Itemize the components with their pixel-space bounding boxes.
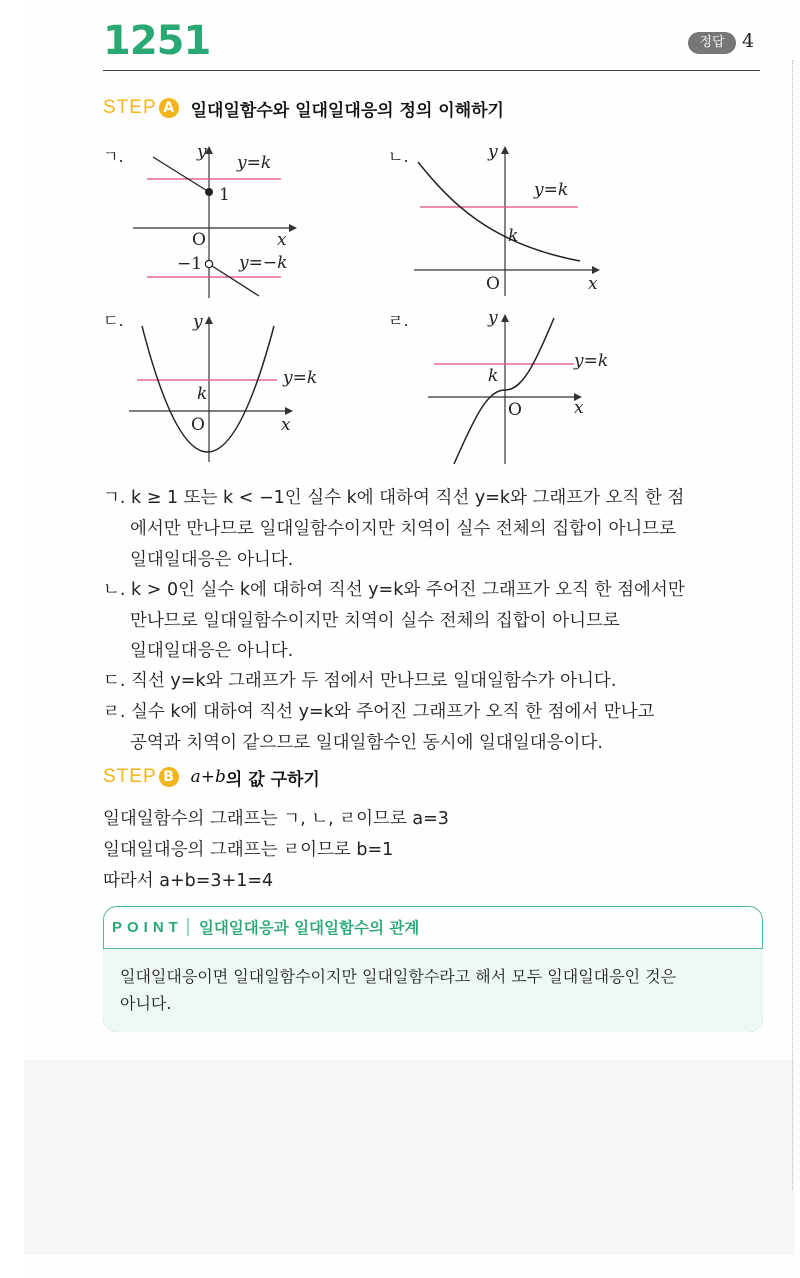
graph-2	[388, 140, 618, 300]
result-line-2: 일대일대응의 그래프는 ㄹ이므로 b=1	[103, 840, 394, 860]
point-divider	[187, 918, 189, 936]
explanation-line-4: ㄴ. k > 0인 실수 k에 대하여 직선 y=k와 주어진 그래프가 오직 한 점에서만	[103, 580, 685, 600]
graph-3-x-label: x	[281, 415, 291, 435]
graph-4-k-label: k	[488, 366, 499, 386]
explanation-line-1: ㄱ. k ≥ 1 또는 k < −1인 실수 k에 대하여 직선 y=k와 그래프가 오직 한 점	[103, 488, 685, 508]
explanation-line-3: 일대일대응은 아니다.	[130, 550, 294, 570]
graph-3-line-label: y=k	[283, 368, 318, 388]
point-content-area	[103, 948, 763, 1032]
graph-2-plot	[388, 140, 618, 300]
explanation-line-6: 일대일대응은 아니다.	[130, 641, 294, 661]
graph-1-origin: O	[192, 230, 206, 250]
point-line-1: 일대일대응이면 일대일함수이지만 일대일함수라고 해서 모두 일대일대응인 것은	[120, 967, 677, 986]
graph-2-x-label: x	[588, 274, 598, 294]
answer-value: 4	[742, 30, 755, 52]
explanation-line-9: 공역과 치역이 같으므로 일대일함수인 동시에 일대일대응이다.	[130, 733, 603, 753]
point-line-2: 아니다.	[120, 994, 172, 1013]
step-label: STEP	[103, 766, 157, 787]
graph-4-origin: O	[508, 400, 522, 420]
graph-2-k-label: k	[508, 226, 519, 246]
graph-4-x-label: x	[574, 398, 584, 418]
graph-4-marker: ㄹ.	[388, 311, 409, 330]
graph-1-marker: ㄱ.	[103, 147, 124, 166]
graph-2-origin: O	[486, 274, 500, 294]
graph-1-top-line-label: y=k	[237, 153, 272, 173]
step-a-title: 일대일함수와 일대일대응의 정의 이해하기	[190, 100, 504, 121]
graph-3-k-label: k	[197, 384, 208, 404]
graph-1-x-label: x	[277, 230, 287, 250]
point-title: 일대일대응과 일대일함수의 관계	[198, 919, 420, 937]
graph-1-point-bottom: −1	[177, 254, 203, 274]
graph-2-y-label: y	[488, 142, 498, 162]
graph-2-marker: ㄴ.	[388, 147, 409, 166]
step-a-badge: A	[159, 98, 179, 118]
graph-4-plot	[388, 304, 638, 464]
step-b-title: 의 값 구하기	[225, 769, 320, 790]
header-rule	[103, 70, 760, 71]
explanation-line-5: 만나므로 일대일함수이지만 치역이 실수 전체의 집합이 아니므로	[130, 611, 620, 631]
graph-3-y-label: y	[193, 312, 203, 332]
graph-2-line-label: y=k	[534, 180, 569, 200]
step-b-title-math: a+b	[190, 767, 226, 787]
page-margin-area	[24, 1060, 794, 1255]
graph-1	[103, 140, 323, 300]
result-line-1: 일대일함수의 그래프는 ㄱ, ㄴ, ㄹ이므로 a=3	[103, 809, 449, 829]
page-edge-dots	[792, 60, 793, 1190]
graph-3-origin: O	[191, 415, 205, 435]
graph-4-y-label: y	[488, 308, 498, 328]
explanation-line-7: ㄷ. 직선 y=k와 그래프가 두 점에서 만나므로 일대일함수가 아니다.	[103, 671, 617, 691]
step-a-heading	[103, 96, 504, 120]
graph-1-bottom-line-label: y=−k	[239, 253, 288, 273]
result-line-3: 따라서 a+b=3+1=4	[103, 871, 274, 891]
answer-badge: 정답	[688, 32, 736, 54]
graph-4-line-label: y=k	[574, 351, 609, 371]
graph-3	[103, 304, 353, 464]
step-label: STEP	[103, 97, 157, 118]
explanation-line-8: ㄹ. 실수 k에 대하여 직선 y=k와 주어진 그래프가 오직 한 점에서 만나고	[103, 702, 655, 722]
graph-3-marker: ㄷ.	[103, 311, 124, 330]
graph-1-plot	[103, 140, 323, 300]
explanation-line-2: 에서만 만나므로 일대일함수이지만 치역이 실수 전체의 집합이 아니므로	[130, 519, 677, 539]
step-b-heading	[103, 765, 320, 789]
step-b-badge: B	[159, 767, 179, 787]
problem-number: 1251	[103, 18, 211, 64]
point-header	[112, 916, 419, 938]
graph-4	[388, 304, 638, 464]
graph-1-point-top: 1	[219, 185, 230, 205]
graph-1-y-label: y	[197, 142, 207, 162]
point-label: POINT	[112, 918, 183, 936]
